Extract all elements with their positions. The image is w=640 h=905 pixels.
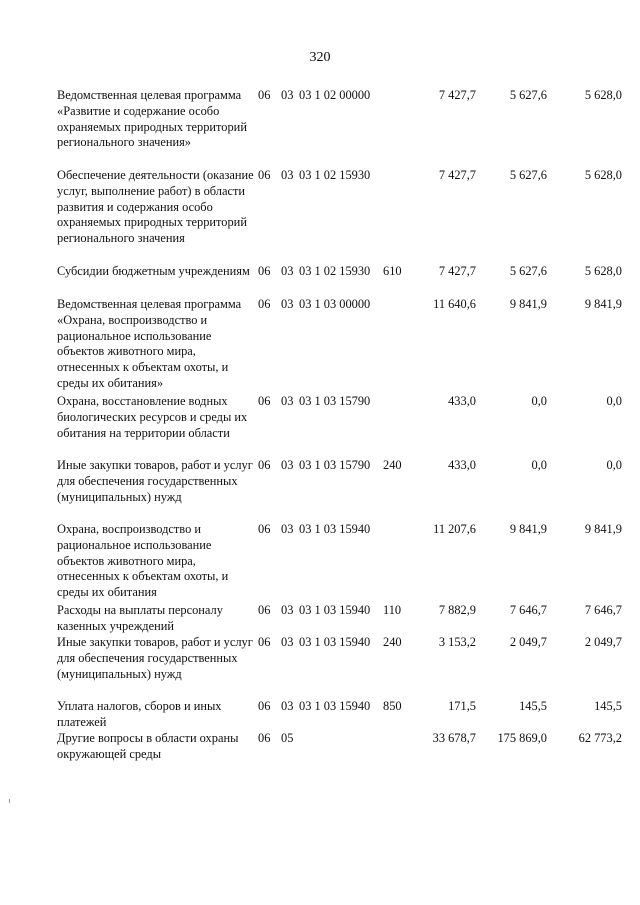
- razdel-code: 06: [258, 699, 271, 713]
- amount-year-1: 7 427,7: [438, 88, 476, 102]
- target-article-code: 03 1 02 15930: [299, 168, 371, 182]
- podrazdel-code: 03: [281, 603, 294, 617]
- amount-year-1: 11 640,6: [433, 297, 476, 311]
- target-article-code: 03 1 03 15940: [299, 522, 371, 536]
- row-name: Охрана, воспроизводство и рациональное использование объектов животного мира, отнесенных к объектам охоты, и среды их обитания: [57, 522, 229, 600]
- amount-year-1: 33 678,7: [432, 731, 476, 745]
- amount-year-1: 11 207,6: [433, 522, 476, 536]
- amount-year-1: 7 427,7: [438, 168, 476, 182]
- target-article-code: 03 1 03 15790: [299, 458, 371, 472]
- podrazdel-code: 03: [281, 264, 294, 278]
- podrazdel-code: 03: [281, 635, 294, 649]
- amount-year-2: 5 627,6: [509, 264, 547, 278]
- amount-year-2: 0,0: [531, 394, 547, 408]
- row-name: Иные закупки товаров, работ и услуг для обеспечения государственных (муниципальных) нужд: [57, 458, 253, 504]
- target-article-code: 03 1 02 00000: [299, 88, 371, 102]
- razdel-code: 06: [258, 168, 271, 182]
- row-name: Субсидии бюджетным учреждениям: [57, 264, 250, 278]
- podrazdel-code: 03: [281, 297, 294, 311]
- razdel-code: 06: [258, 603, 271, 617]
- podrazdel-code: 03: [281, 522, 294, 536]
- amount-year-3: 2 049,7: [584, 635, 622, 649]
- table-row: [0, 88, 640, 168]
- amount-year-3: 5 628,0: [584, 168, 622, 182]
- podrazdel-code: 03: [281, 699, 294, 713]
- table-row: [0, 264, 640, 297]
- amount-year-2: 2 049,7: [509, 635, 547, 649]
- table-row: [0, 603, 640, 635]
- target-article-code: 03 1 02 15930: [299, 264, 371, 278]
- amount-year-2: 9 841,9: [509, 297, 547, 311]
- razdel-code: 06: [258, 88, 271, 102]
- podrazdel-code: 03: [281, 168, 294, 182]
- amount-year-1: 171,5: [448, 699, 476, 713]
- amount-year-3: 5 628,0: [584, 88, 622, 102]
- razdel-code: 06: [258, 297, 271, 311]
- target-article-code: 03 1 03 15790: [299, 394, 371, 408]
- target-article-code: 03 1 03 15940: [299, 699, 371, 713]
- page-number: 320: [309, 50, 331, 65]
- razdel-code: 06: [258, 731, 271, 745]
- amount-year-3: 62 773,2: [578, 731, 622, 745]
- expense-type-code: 240: [383, 635, 402, 649]
- amount-year-3: 145,5: [594, 699, 622, 713]
- amount-year-3: 7 646,7: [584, 603, 622, 617]
- razdel-code: 06: [258, 635, 271, 649]
- amount-year-2: 0,0: [531, 458, 547, 472]
- row-name: Обеспечение деятельности (оказание услуг, выполнение работ) в области развития и содержания особо охраняемых природных территорий регионального значения: [57, 168, 254, 246]
- amount-year-2: 145,5: [519, 699, 547, 713]
- table-row: [0, 522, 640, 603]
- amount-year-1: 3 153,2: [438, 635, 476, 649]
- expense-type-code: 610: [383, 264, 402, 278]
- amount-year-2: 7 646,7: [509, 603, 547, 617]
- amount-year-3: 0,0: [606, 458, 622, 472]
- razdel-code: 06: [258, 394, 271, 408]
- podrazdel-code: 03: [281, 394, 294, 408]
- amount-year-2: 175 869,0: [497, 731, 547, 745]
- row-name: Охрана, восстановление водных биологических ресурсов и среды их обитания на территории области: [57, 394, 248, 440]
- row-name: Уплата налогов, сборов и иных платежей: [57, 699, 222, 729]
- table-row: [0, 458, 640, 522]
- podrazdel-code: 05: [281, 731, 294, 745]
- amount-year-3: 5 628,0: [584, 264, 622, 278]
- amount-year-2: 9 841,9: [509, 522, 547, 536]
- amount-year-1: 7 882,9: [438, 603, 476, 617]
- row-name: Иные закупки товаров, работ и услуг для обеспечения государственных (муниципальных) нужд: [57, 635, 253, 681]
- amount-year-3: 0,0: [606, 394, 622, 408]
- razdel-code: 06: [258, 522, 271, 536]
- amount-year-3: 9 841,9: [584, 297, 622, 311]
- table-row: [0, 731, 640, 765]
- razdel-code: 06: [258, 264, 271, 278]
- table-row: [0, 297, 640, 394]
- scan-margin-mark: [9, 799, 10, 803]
- row-name: Расходы на выплаты персоналу казенных учреждений: [57, 603, 223, 633]
- row-name: Ведомственная целевая программа «Охрана, воспроизводство и рациональное использование объектов животного мира, отнесенных к объектам охоты, и среды их обитания»: [57, 297, 242, 390]
- amount-year-3: 9 841,9: [584, 522, 622, 536]
- expense-type-code: 240: [383, 458, 402, 472]
- podrazdel-code: 03: [281, 458, 294, 472]
- target-article-code: 03 1 03 15940: [299, 635, 371, 649]
- row-name: Ведомственная целевая программа «Развитие и содержание особо охраняемых природных территорий регионального значения»: [57, 88, 247, 150]
- expense-type-code: 110: [383, 603, 402, 617]
- expense-type-code: 850: [383, 699, 402, 713]
- row-name: Другие вопросы в области охраны окружающей среды: [57, 731, 239, 761]
- razdel-code: 06: [258, 458, 271, 472]
- budget-table: [0, 88, 640, 765]
- target-article-code: 03 1 03 00000: [299, 297, 371, 311]
- table-row: [0, 394, 640, 458]
- table-row: [0, 168, 640, 264]
- amount-year-2: 5 627,6: [509, 88, 547, 102]
- target-article-code: 03 1 03 15940: [299, 603, 371, 617]
- amount-year-1: 7 427,7: [438, 264, 476, 278]
- podrazdel-code: 03: [281, 88, 294, 102]
- amount-year-2: 5 627,6: [509, 168, 547, 182]
- amount-year-1: 433,0: [448, 394, 476, 408]
- table-row: [0, 635, 640, 699]
- table-row: [0, 699, 640, 731]
- amount-year-1: 433,0: [448, 458, 476, 472]
